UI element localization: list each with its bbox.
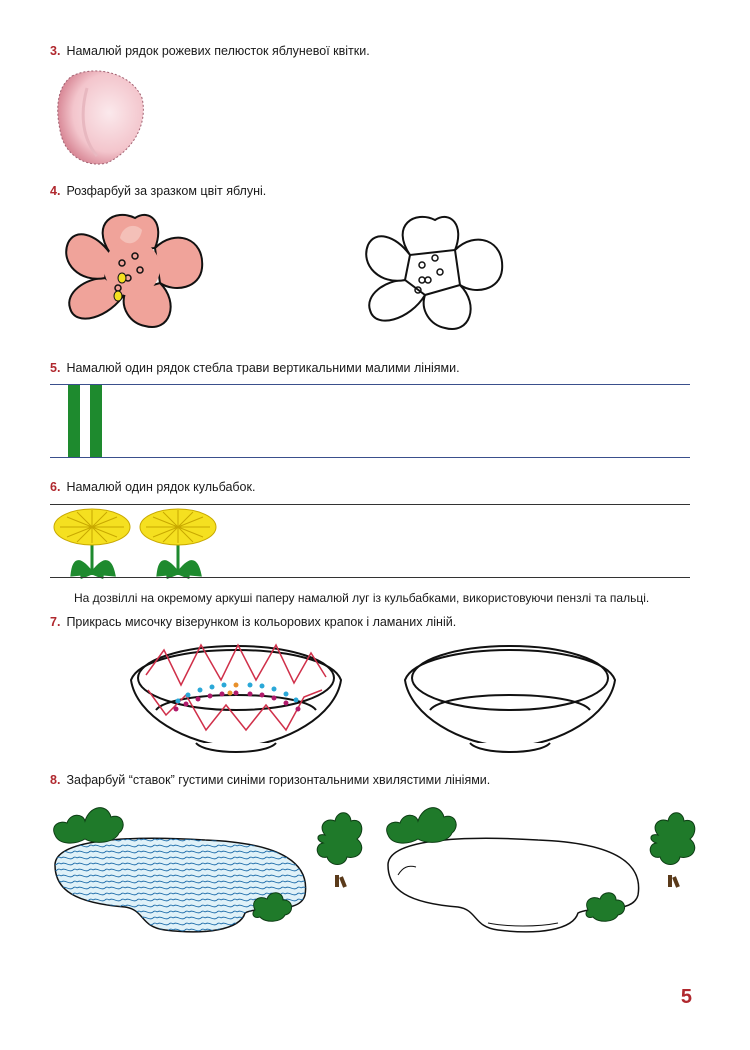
grass-stem-sample: [90, 385, 102, 457]
pond-outline: [378, 795, 698, 945]
task-text: Намалюй рядок рожевих пелюсток яблуневої квітки.: [66, 44, 370, 58]
free-time-note: На дозвіллі на окремому аркуші паперу намалюй луг із кульбабками, використовуючи пензлі та пальці.: [74, 591, 650, 605]
bowl-decorated: [126, 635, 346, 755]
task-3-instruction: [50, 44, 370, 58]
task-number: 7.: [50, 615, 61, 629]
task-text: Розфарбуй за зразком цвіт яблуні.: [66, 184, 267, 198]
bowl-outline: [400, 635, 620, 755]
task-number: 8.: [50, 773, 61, 787]
task-5-instruction: [50, 361, 460, 375]
writing-line-bottom: [50, 457, 690, 458]
pond-colored: [45, 795, 365, 945]
dandelion-sample: [52, 505, 134, 577]
task-number: 4.: [50, 184, 61, 198]
task-7-instruction: [50, 615, 456, 629]
task-4-instruction: [50, 184, 266, 198]
task-6-instruction: [50, 480, 255, 494]
task-number: 6.: [50, 480, 61, 494]
task-8-instruction: [50, 773, 490, 787]
task-text: Намалюй один рядок кульбабок.: [66, 480, 256, 494]
grass-stem-sample: [68, 385, 80, 457]
writing-line-top: [50, 384, 690, 385]
dandelion-sample: [138, 505, 220, 577]
task-text: Намалюй один рядок стебла трави вертикальними малими лініями.: [66, 361, 460, 375]
task-text: Зафарбуй “ставок” густими синіми горизонтальними хвилястими лініями.: [66, 773, 491, 787]
apple-blossom-colored: [50, 208, 215, 338]
task-number: 5.: [50, 361, 61, 375]
writing-line-bottom: [50, 577, 690, 578]
apple-blossom-outline: [350, 210, 515, 340]
page-number: 5: [680, 986, 692, 1008]
petal-image: [52, 68, 147, 168]
task-number: 3.: [50, 44, 61, 58]
task-text: Прикрась мисочку візерунком із кольорових крапок і ламаних ліній.: [66, 615, 457, 629]
